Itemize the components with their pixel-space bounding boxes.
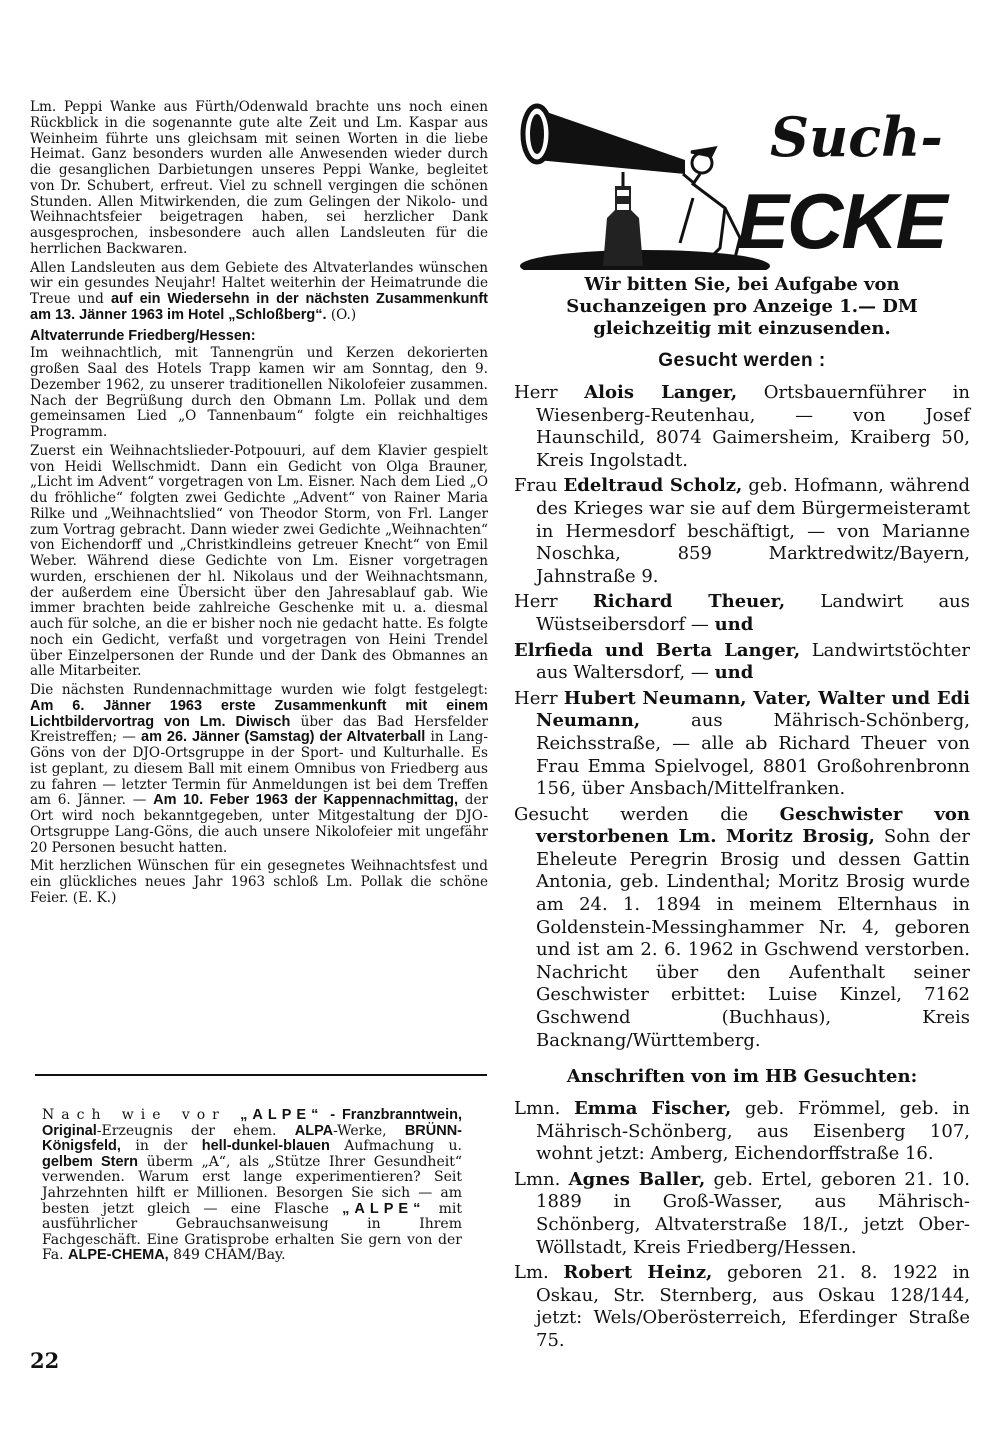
logo-ecke-text: ECKE: [737, 177, 946, 265]
bold-text-run: Richard Theuer,: [592, 591, 786, 613]
paragraph: [42, 1108, 462, 1264]
text-run: Die nächsten Rundennachmittage wurden wie folgt festgelegt:: [30, 682, 488, 698]
text-run: Herr: [514, 382, 585, 403]
address-list: [514, 1098, 970, 1353]
bold-text-run: ALPE-CHEMA,: [68, 1247, 169, 1264]
text-run: Zuerst ein Weihnachtslieder-Potpouuri, auf dem Klavier gespielt von Heidi Wellschmidt. Dann ein Gedicht von Olga Brauner, „Licht im Advent“ vorgetragen von Lm. Eisner. Nach dem Lied „O du fröhliche“ folgten zwei Gedichte „Advent“ von Rainer Maria Rilke und „Weihnachtslied“ von Theodor Storm, von Frl. Langer zum Vortrag gebracht. Dann wieder zwei Gedichte „Weihnachten“ von Eichendorff und „Christkindleins getreuer Knecht“ von Emil Weber. Während diese Gedichte von Lm. Eisner vorgetragen wurden, erschienen der hl. Nikolaus und der Weihnachtsmann, der außerdem eine Übersicht über den Jahresablauf gab. Wie immer brachten beide zahlreiche Geschenke mit u. a. diesmal auch für solche, an die er bisher noch nie gedacht hatte. Es folgte noch ein Gedicht, verfaßt und vorgetragen von Heini Trendel über Einzelpersonen der Runde und der Dank des Obmannes an alle Mitarbeiter.: [30, 442, 488, 680]
bold-text-run: - Franzbranntwein, Original: [42, 1107, 462, 1139]
bold-text-run: am 26. Jänner (Samstag) der Altvaterball: [141, 729, 426, 746]
text-run: in Lang-Göns von der DJO-Ortsgruppe in der Sport- und Kulturhalle. Es ist geplant, zu diesem Ball mit einem Omnibus von Friedberg aus zu fahren — letzter Termin für Anmeldungen ist bei dem Treffen am 6. Jänner. —: [30, 729, 488, 809]
gesucht-heading: Gesucht werden :: [658, 350, 826, 371]
text-run: Im weihnachtlich, mit Tannengrün und Kerzen dekorierten großen Saal des Hotels Trapp kamen wir am Sonntag, den 9. Dezember 1962, zu unserer traditionellen Nikolofeier zusammen. Nach der Begrüßung durch den Obmann Lm. Pollak und dem gemeinsamen Lied „O Tannenbaum“ folgte ein reichhaltiges Programm.: [30, 345, 488, 440]
text-run: 849 CHAM/Bay.: [168, 1247, 286, 1264]
bold-text-run: Alois Langer,: [584, 382, 738, 403]
bold-text-run: auf ein Wiedersehn in der nächsten Zusammenkunft am 13. Jänner 1963 im Hotel „Schloßberg“.: [30, 291, 489, 323]
bold-text-run: und: [714, 613, 754, 635]
bold-text-run: Robert Heinz,: [563, 1262, 713, 1284]
text-run: aus Mährisch-Schönberg, Reichsstraße, — alle ab Richard Theuer von Frau Emma Spielvogel, 8801 Großohrenbronn 156, über Ansbach/Mittelfranken.: [536, 710, 970, 800]
text-run: geb. Ertel, geboren 21. 10. 1889 in Groß-Wasser, aus Mährisch-Schönberg, Altvaterstraße 18/I., jetzt Ober-Wöllstadt, Kreis Friedberg/Hessen.: [536, 1168, 971, 1258]
text-run: Herr: [514, 687, 564, 709]
entry-list: [514, 382, 970, 1052]
text-run: geb. Frömmel, geb. in Mährisch-Schönberg, aus Eisenberg 107, wohnt jetzt: Amberg, Eichendorffstraße 16.: [536, 1098, 971, 1165]
paragraph: [514, 382, 970, 472]
intro-notice: Wir bitten Sie, bei Aufgabe von Suchanzeigen pro Anzeige 1.— DM gleichzeitig mit einzusenden.: [566, 274, 918, 339]
text-run: Landwirt aus Wüstseibersdorf —: [536, 591, 971, 635]
text-run: Lm.: [514, 1262, 564, 1284]
page-number: 22: [30, 1348, 60, 1373]
bold-text-run: Am 6. Jänner 1963 erste Zusammenkunft mit einem Lichtbildervortrag von Lm. Diwisch: [30, 697, 488, 730]
text-run: geb. Hofmann, während des Krieges war sie auf dem Bürgermeisteramt in Hermesdorf beschäftigt, — von Marianne Noschka, 859 Marktredwitz/Bayern, Jahnstraße 9.: [536, 475, 971, 587]
text-run: Sohn der Eheleute Peregrin Brosig und dessen Gattin Antonia, geb. Lindenthal; Moritz Brosig wurde am 24. 1. 1894 in meinem Elternhaus in Goldenstein-Messinghammer Nr. 4, geboren und ist am 2. 6. 1962 in Gschwend verstorben. Nachricht über den Aufenthalt seiner Geschwister erbittet: Luise Kinzel, 7162 Gschwend (Buchhaus), Kreis Backnang/Württemberg.: [536, 826, 970, 1051]
man-figure: [680, 148, 740, 258]
paragraph: [514, 591, 970, 636]
paragraph: [30, 346, 488, 441]
address-entries: [514, 1098, 970, 1356]
bold-text-run: Hubert Neumann, Vater, Walter und Edi Neumann,: [536, 687, 970, 732]
text-run: -Erzeugnis der ehem.: [96, 1122, 295, 1139]
ad-text: [42, 1108, 462, 1264]
paragraph: [30, 859, 488, 906]
text-run: überm „A“, als „Stütze Ihrer Gesundheit“ verwenden. Warum erst lange experimentieren? Seit Jahrzehnten hilft er Millionen. Besorgen Sie sich — am besten jetzt gleich — eine Flasche: [42, 1153, 462, 1217]
bold-text-run: „ALPE“: [240, 1107, 324, 1123]
paragraph: [514, 1169, 970, 1259]
text-run: über das Bad Hersfelder Kreistreffen; —: [30, 713, 488, 746]
advertisement: [42, 1108, 462, 1264]
bold-text-run: Am 10. Feber 1963 der Kappennachmittag,: [153, 792, 458, 809]
text-run: mit ausführlicher Gebrauchsanweisung in Ihrem Fachgeschäft. Eine Gratisprobe erhalten Sie gern von der Fa.: [42, 1200, 462, 1264]
such-ecke-logo: [515, 98, 975, 270]
bold-text-run: und: [714, 662, 754, 684]
paragraph: [514, 688, 970, 801]
section-heading: Altvaterrunde Friedberg/Hessen:: [30, 327, 256, 344]
bold-text-run: BRÜNN-Königsfeld,: [42, 1122, 462, 1155]
paragraph: [30, 444, 488, 680]
telescope-icon: [535, 108, 685, 174]
text-run: Allen Landsleuten aus dem Gebiete des Altvaterlandes wünschen wir ein gesundes Neujahr! Haltet weiterhin der Heimatrunde die Treue und: [30, 259, 488, 307]
bold-text-run: Emma Fischer,: [573, 1098, 732, 1119]
paragraph: [30, 261, 488, 324]
text-run: in der: [120, 1138, 202, 1155]
text-run: Gesucht werden die: [514, 803, 780, 825]
bold-text-run: ALPA: [294, 1122, 334, 1139]
paragraph: [30, 683, 488, 856]
text-run: der Ort wird noch bekanntgegeben, unter Mitgestaltung der DJO-Ortsgruppe Lang-Göns, die auch unsere Nikolofeier mit ungefähr 20 Personen besucht hatten.: [30, 792, 488, 856]
paragraph: [514, 804, 970, 1053]
text-run: Lmn.: [514, 1098, 574, 1119]
text-run: geboren 21. 8. 1922 in Oskau, Str. Sternberg, aus Oskau 128/144, jetzt: Wels/Oberösterreich, Eferdinger Straße 75.: [536, 1262, 970, 1351]
paragraph: [514, 640, 970, 685]
text-run: Aufmachung u.: [329, 1138, 462, 1155]
text-run: Mit herzlichen Wünschen für ein gesegnetes Weihnachtsfest und ein glückliches neues Jahr 1963 schloß Lm. Pollak die schöne Feier. (E. K.): [30, 858, 488, 906]
text-run: Lm. Peppi Wanke aus Fürth/Odenwald brachte uns noch einen Rückblick in die sogenannte gute alte Zeit und Lm. Kaspar aus Weinheim führte uns gleichsam mit seinen Worten in die liebe Heimat. Ganz besonders wurden alle Anwesenden wieder durch die gesanglichen Darbietungen unseres Peppi Wanke, begleitet von Dr. Schubert, erfreut. Viel zu schnell vergingen die schönen Stunden. Allen Mitwirkenden, die zum Gelingen der Nikolo- und Weihnachtsfeier beigetragen haben, sei herzlicher Dank ausgesprochen, insbesondere auch allen Landsleuten für die herrlichen Backwaren.: [30, 99, 488, 257]
paragraph: [30, 100, 488, 258]
text-run: Ortsbauernführer in Wiesenberg-Reutenhau, — von Josef Haunschild, 8074 Gaimersheim, Kraiberg 50, Kreis Ingolstadt.: [536, 382, 970, 471]
bold-text-run: hell-dunkel-blauen: [201, 1138, 330, 1155]
search-entries: [514, 382, 970, 1055]
tower-icon: [603, 186, 643, 266]
article-intro: [30, 100, 488, 324]
bold-text-run: Agnes Baller,: [568, 1168, 706, 1190]
text-run: Landwirtstöchter aus Waltersdorf, —: [536, 639, 971, 684]
bold-text-run: Edeltraud Scholz,: [563, 475, 743, 497]
anschriften-heading: Anschriften von im HB Gesuchten:: [566, 1066, 918, 1087]
bold-text-run: gelbem Stern: [42, 1153, 139, 1170]
hill-shape: [520, 250, 770, 270]
text-run: Lmn.: [514, 1168, 569, 1190]
text-run: Herr: [514, 591, 593, 613]
text-run: -Werke,: [333, 1122, 405, 1139]
text-run: Frau: [514, 475, 564, 497]
left-column: [30, 100, 488, 910]
logo-such-text: Such-: [770, 105, 943, 169]
bold-text-run: Geschwister von verstorbenen Lm. Moritz Brosig,: [536, 803, 971, 848]
divider: [35, 1074, 487, 1076]
text-run: (O.): [326, 306, 357, 323]
paragraph: [514, 1098, 970, 1166]
paragraph: [514, 1262, 970, 1352]
bold-text-run: Elrfieda und Berta Langer,: [514, 639, 801, 661]
article-body: [30, 346, 488, 906]
paragraph: [514, 475, 970, 588]
bold-text-run: „ALPE“: [342, 1200, 426, 1217]
text-run: Nach wie vor: [42, 1107, 241, 1123]
